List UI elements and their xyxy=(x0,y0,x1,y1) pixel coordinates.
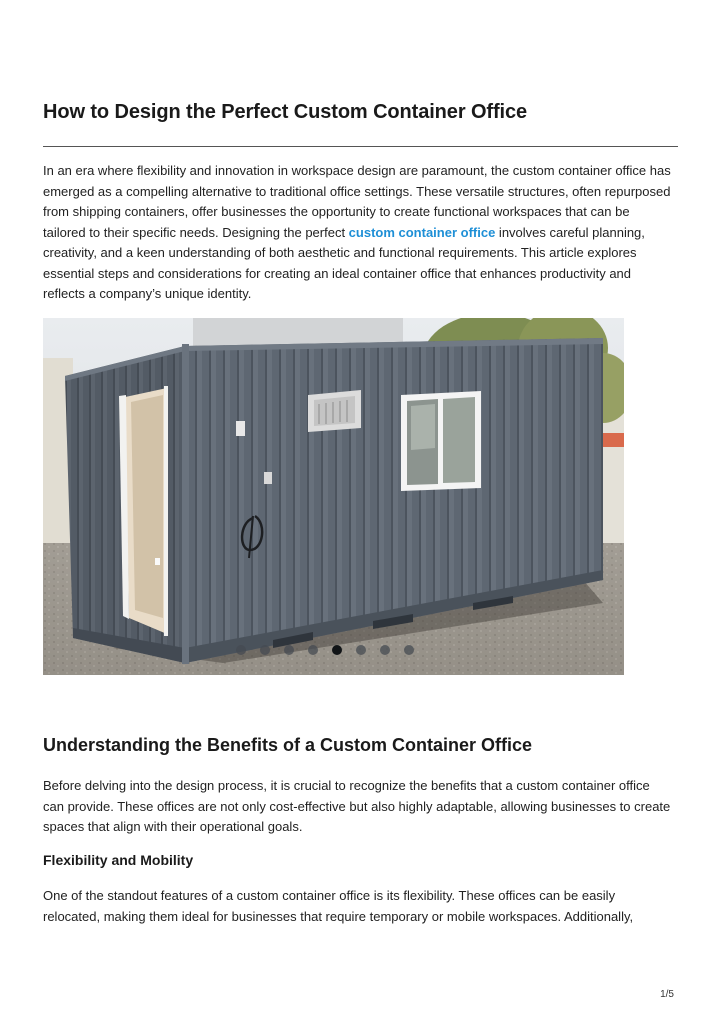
benefits-paragraph: Before delving into the design process, it is crucial to recognize the benefits that a custom container office can provide. These offices are not only cost-effective but also highly adaptable, allowing businesses to create spaces that align with their operational goals. xyxy=(43,778,671,834)
carousel-dot-active xyxy=(332,645,342,655)
article-title: How to Design the Perfect Custom Container Office xyxy=(43,101,528,123)
carousel-dot xyxy=(260,645,270,655)
container-window xyxy=(401,391,481,491)
electrical-box xyxy=(236,421,245,436)
intro-text-end: involves careful planning, creativity, and a keen understanding of both aesthetic and functional requirements. This article explores essential steps and considerations for creating an ideal container office that enhances productivity and reflects a company’s unique identity. xyxy=(43,224,645,301)
intro-text-start: In an era where flexibility and innovation in workspace design are paramount, the custom container office has emerged as a compelling alternative to traditional office settings. These versatile structures, often repurposed from shipping containers, offer businesses the opportunity to create functional workspaces that can be tailored to their specific needs. Designing the perfect xyxy=(43,163,671,240)
carousel-dot xyxy=(380,645,390,655)
subheading-flexibility: Flexibility and Mobility xyxy=(43,852,194,868)
carousel-dot xyxy=(236,645,246,655)
container-office-photo xyxy=(43,318,624,675)
flexibility-paragraph: One of the standout features of a custom container office is its flexibility. These offices can be easily relocated, making them ideal for businesses that require temporary or mobile workspaces. Additionally, xyxy=(43,888,634,924)
air-conditioner-unit xyxy=(308,390,361,432)
title-divider xyxy=(43,146,678,147)
carousel-dot xyxy=(356,645,366,655)
custom-container-office-link[interactable]: custom container office xyxy=(348,224,496,240)
carousel-dot xyxy=(284,645,294,655)
section-heading-benefits: Understanding the Benefits of a Custom Container Office xyxy=(43,735,533,755)
carousel-dot xyxy=(404,645,414,655)
page-indicator: 1/5 xyxy=(660,989,674,1000)
carousel-dot xyxy=(308,645,318,655)
intro-paragraph xyxy=(43,161,673,305)
